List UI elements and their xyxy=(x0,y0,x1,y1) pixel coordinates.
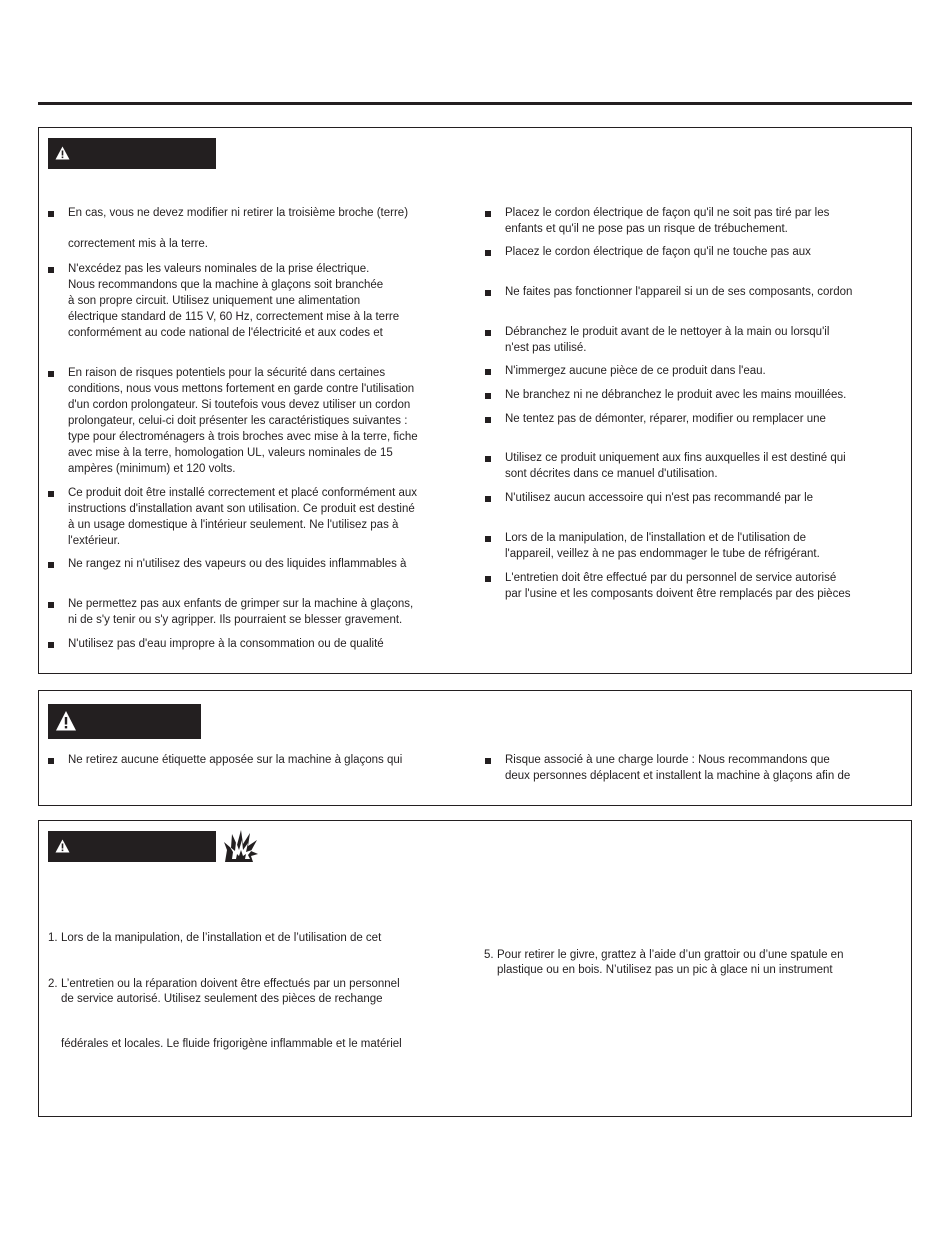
list-item xyxy=(485,284,925,300)
bullet-square-icon xyxy=(485,211,491,217)
bullet-square-icon xyxy=(485,250,491,256)
bullet-square-icon xyxy=(48,758,54,764)
list-item xyxy=(485,490,925,506)
warning-label xyxy=(48,138,216,169)
list-item-text: Ce produit doit être installé correctement et placé conformément aux instructions d'installation avant son utilisation. Ce produit est destiné à un usage domestique à l'intérieur seulement. Ne l'utilisez pas à l'extérieur. xyxy=(68,487,418,547)
list-item-text: Ne rangez ni n'utilisez des vapeurs ou des liquides inflammables à xyxy=(68,558,407,570)
list-item xyxy=(485,570,925,602)
bullet-square-icon xyxy=(485,536,491,542)
top-rule xyxy=(38,102,912,105)
warning-box-flammable xyxy=(38,820,912,1117)
list-item xyxy=(485,324,925,356)
bullet-square-icon xyxy=(485,290,491,296)
bullet-square-icon xyxy=(485,417,491,423)
flammable-item-1: 1. Lors de la manipulation, de l’installation et de l’utilisation de cet xyxy=(48,932,382,944)
list-item xyxy=(485,205,925,237)
list-item-text: Ne permettez pas aux enfants de grimper sur la machine à glaçons, ni de s'y tenir ou s'y agripper. Ils pourraient se blesser gravement. xyxy=(68,598,414,626)
list-item xyxy=(485,387,925,403)
bullet-square-icon xyxy=(485,496,491,502)
list-item-text: Placez le cordon électrique de façon qu'il ne touche pas aux xyxy=(505,246,811,258)
list-item xyxy=(48,752,488,768)
warning-box-electrical xyxy=(38,127,912,674)
list-item-text: Ne retirez aucune étiquette apposée sur la machine à glaçons qui xyxy=(68,754,403,766)
list-item xyxy=(48,236,488,252)
list-item-text: Risque associé à une charge lourde : Nous recommandons que deux personnes déplacent et installent la machine à glaçons afin de xyxy=(505,754,851,782)
list-item xyxy=(485,450,925,482)
bullet-square-icon xyxy=(485,456,491,462)
list-item xyxy=(48,261,488,341)
list-item xyxy=(485,363,925,379)
bullet-square-icon xyxy=(48,491,54,497)
flammable-item-2-continued: fédérales et locales. Le fluide frigorigène inflammable et le matériel xyxy=(61,1038,402,1050)
list-item-text: En cas, vous ne devez modifier ni retirer la troisième broche (terre) xyxy=(68,207,409,219)
bullet-square-icon xyxy=(485,758,491,764)
list-item xyxy=(48,596,488,628)
bullet-square-icon xyxy=(48,267,54,273)
bullet-square-icon xyxy=(485,330,491,336)
list-item xyxy=(48,485,488,549)
bullet-square-icon xyxy=(48,371,54,377)
list-item-text: Lors de la manipulation, de l'installation et de l'utilisation de l'appareil, veillez à ne pas endommager le tube de réfrigérant. xyxy=(505,532,820,560)
list-item xyxy=(485,244,925,260)
warning-label xyxy=(48,704,201,739)
list-item xyxy=(485,411,925,427)
list-item-text: Placez le cordon électrique de façon qu'il ne soit pas tiré par les enfants et qu'il ne pose pas un risque de trébuchement. xyxy=(505,207,830,235)
list-item-text: L'entretien doit être effectué par du personnel de service autorisé par l'usine et les composants doivent être remplacés par des pièces xyxy=(505,572,851,600)
bullet-square-icon xyxy=(485,393,491,399)
explosion-icon xyxy=(223,828,259,864)
flammable-item-5: 5. Pour retirer le givre, grattez à l’aide d’un grattoir ou d’une spatule en plastique ou en bois. N’utilisez pas un pic à glace ni un instrument xyxy=(484,949,844,976)
list-item-text: Utilisez ce produit uniquement aux fins auxquelles il est destiné qui sont décrites dans ce manuel d'utilisation. xyxy=(505,452,846,480)
bullet-square-icon xyxy=(485,576,491,582)
flammable-item-2: 2. L’entretien ou la réparation doivent être effectués par un personnel de service autorisé. Utilisez seulement des pièces de rechange xyxy=(48,978,400,1005)
warning-triangle-icon xyxy=(55,146,70,160)
list-item-text: N'excédez pas les valeurs nominales de la prise électrique. Nous recommandons que la machine à glaçons soit branchée à son propre circuit. Utilisez uniquement une alimentation électrique standard de 115 V, 60 Hz, correctement mise à la terre conformément au code national de l'électricité et aux codes et xyxy=(68,263,400,339)
list-item-text: Ne tentez pas de démonter, réparer, modifier ou remplacer une xyxy=(505,413,826,425)
list-item-text: Ne branchez ni ne débranchez le produit avec les mains mouillées. xyxy=(505,389,847,401)
list-item xyxy=(48,365,488,477)
warning-label xyxy=(48,831,216,862)
list-item xyxy=(485,530,925,562)
bullet-square-icon xyxy=(485,369,491,375)
list-item xyxy=(48,556,488,572)
list-item-text: correctement mis à la terre. xyxy=(68,238,208,250)
list-item-text: Ne faites pas fonctionner l'appareil si un de ses composants, cordon xyxy=(505,286,853,298)
warning-box-handling xyxy=(38,690,912,806)
bullet-square-icon xyxy=(48,562,54,568)
list-item xyxy=(48,636,488,652)
warning-triangle-icon xyxy=(55,710,77,732)
list-item-text: N'immergez aucune pièce de ce produit dans l'eau. xyxy=(505,365,766,377)
list-item-text: En raison de risques potentiels pour la sécurité dans certaines conditions, nous vous mettons fortement en garde contre l'utilisation d'un cordon prolongateur. Si toutefois vous devez utiliser un cordon prolongateur, celui-ci doit présenter les caractéristiques suivantes : type pour électroménagers à trois broches avec mise à la terre, fiche avec mise à la terre, homologation UL, valeurs nominales de 15 ampères (minimum) et 120 volts. xyxy=(68,367,418,475)
bullet-square-icon xyxy=(48,211,54,217)
list-item-text: Débranchez le produit avant de le nettoyer à la main ou lorsqu'il n'est pas utilisé. xyxy=(505,326,830,354)
list-item xyxy=(485,752,925,784)
bullet-square-icon xyxy=(48,602,54,608)
list-item-text: N'utilisez pas d'eau impropre à la consommation ou de qualité xyxy=(68,638,384,650)
list-item-text: N'utilisez aucun accessoire qui n'est pas recommandé par le xyxy=(505,492,814,504)
list-item xyxy=(48,205,488,221)
warning-triangle-icon xyxy=(55,839,70,853)
bullet-square-icon xyxy=(48,642,54,648)
